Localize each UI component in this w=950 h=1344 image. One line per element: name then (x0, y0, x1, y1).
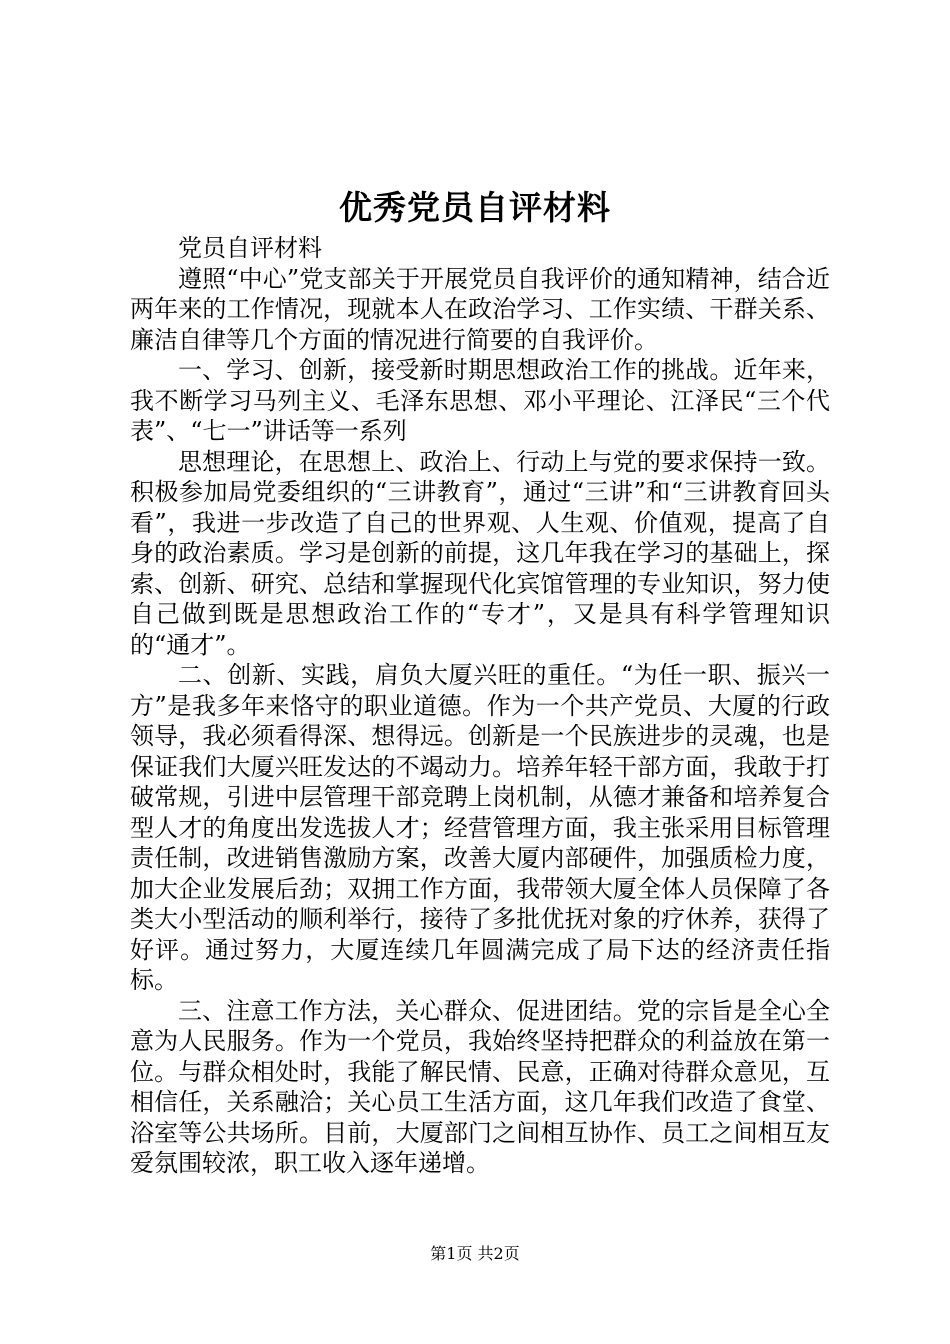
paragraph-section-1: 一、学习、创新，接受新时期思想政治工作的挑战。近年来，我不断学习马列主义、毛泽东思想、邓小平理论、江泽民“三个代表”、“七一”讲话等一系列 (130, 356, 830, 445)
paragraph-intro: 遵照“中心”党支部关于开展党员自我评价的通知精神，结合近两年来的工作情况，现就本人在政治学习、工作实绩、干群关系、廉洁自律等几个方面的情况进行简要的自我评价。 (130, 264, 830, 354)
document-body (130, 233, 830, 1179)
paragraph-section-3: 三、注意工作方法，关心群众、促进团结。党的宗旨是全心全意为人民服务。作为一个党员，我始终坚持把群众的利益放在第一位。与群众相处时，我能了解民情、民意，正确对待群众意见，互相信任，关系融洽；关心员工生活方面，这几年我们改造了食堂、浴室等公共场所。目前，大厦部门之间相互协作、员工之间相互友爱氛围较浓，职工收入逐年递增。 (130, 996, 830, 1177)
paragraph-section-1-cont: 思想理论，在思想上、政治上、行动上与党的要求保持一致。积极参加局党委组织的“三讲教育”，通过“三讲”和“三讲教育回头看”，我进一步改造了自己的世界观、人生观、价值观，提高了自身的政治素质。学习是创新的前提，这几年我在学习的基础上，探索、创新、研究、总结和掌握现代化宾馆管理的专业知识，努力使自己做到既是思想政治工作的“专才”，又是具有科学管理知识的“通才”。 (130, 447, 830, 659)
page-footer: 第1页 共2页 (430, 1244, 520, 1263)
paragraph-heading: 党员自评材料 (178, 234, 322, 262)
document-title: 优秀党员自评材料 (339, 188, 611, 227)
paragraph-section-2: 二、创新、实践，肩负大厦兴旺的重任。“为任一职、振兴一方”是我多年来恪守的职业道德。作为一个共产党员、大厦的行政领导，我必须看得深、想得远。创新是一个民族进步的灵魂，也是保证我们大厦兴旺发达的不竭动力。培养年轻干部方面，我敢于打破常规，引进中层管理干部竞聘上岗机制，从德才兼备和培养复合型人才的角度出发选拔人才；经营管理方面，我主张采用目标管理责任制，改进销售激励方案，改善大厦内部硬件，加强质检力度，加大企业发展后劲；双拥工作方面，我带领大厦全体人员保障了各类大小型活动的顺利举行，接待了多批优抚对象的疗休养，获得了好评。通过努力，大厦连续几年圆满完成了局下达的经济责任指标。 (130, 661, 830, 994)
